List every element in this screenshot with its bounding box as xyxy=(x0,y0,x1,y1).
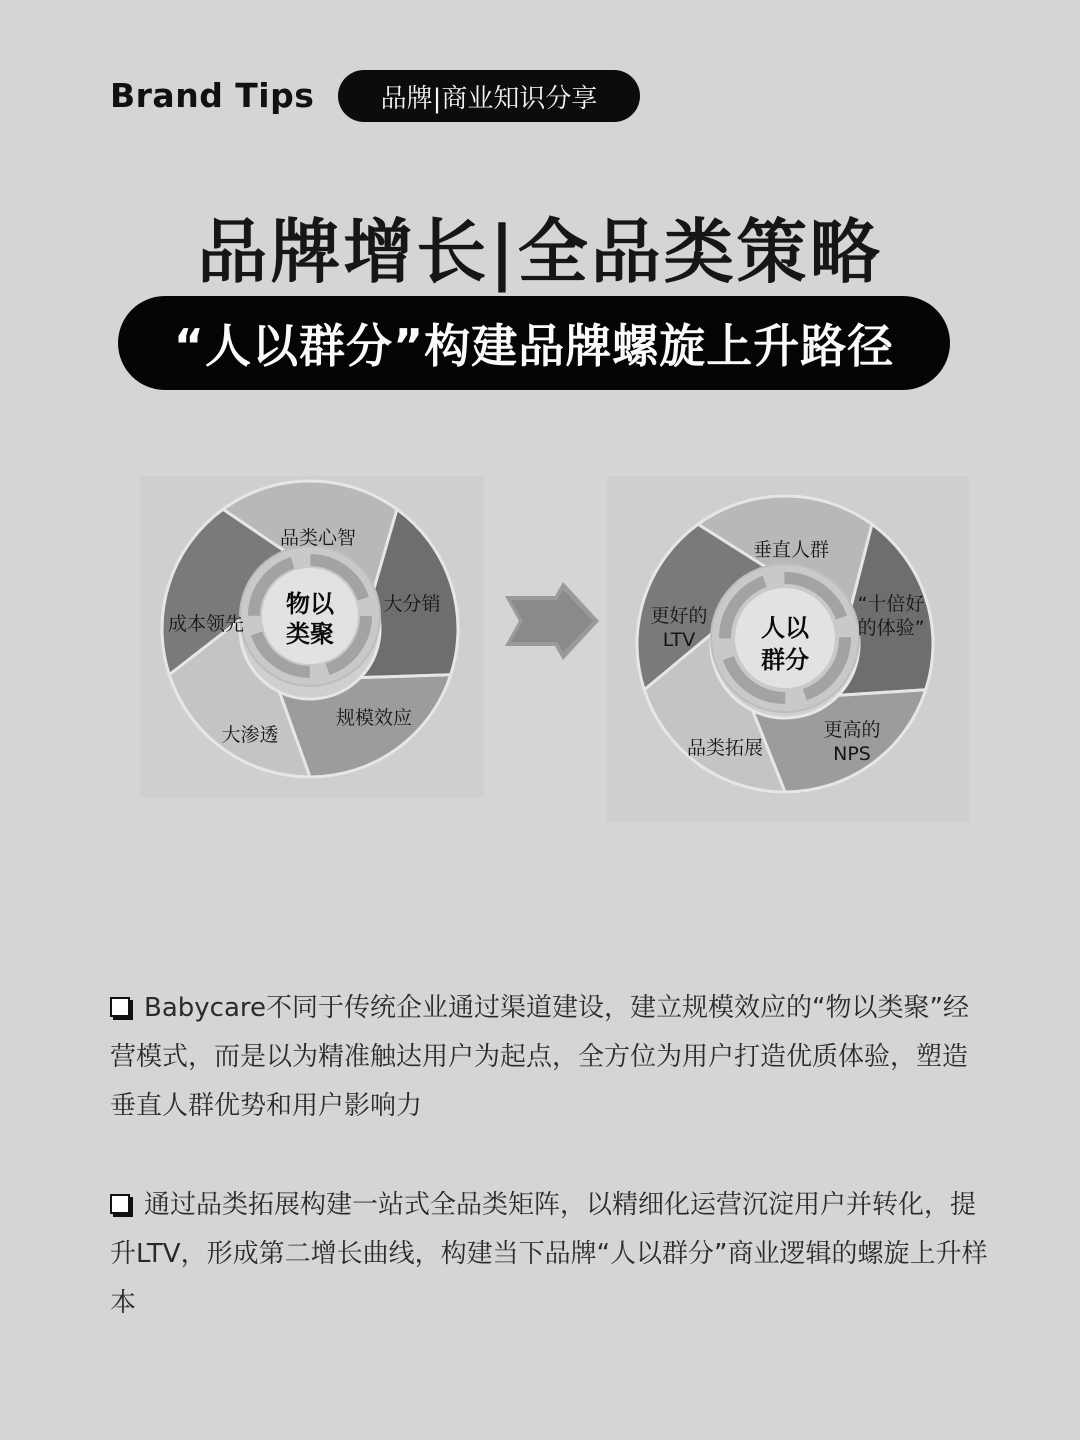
segment-label: LTV xyxy=(662,629,696,651)
bullet-text: 通过品类拓展构建一站式全品类矩阵，以精细化运营沉淀用户并转化，提升LTV，形成第二增长曲线，构建当下品牌“人以群分”商业逻辑的螺旋上升样本 xyxy=(110,1190,988,1318)
category-tag xyxy=(338,70,640,122)
bullet-list xyxy=(110,984,990,1378)
segment-label: 大分销 xyxy=(383,593,441,615)
page-title: 品牌增长|全品类策略 xyxy=(197,210,883,293)
segment-label: 更高的 xyxy=(823,719,881,741)
subtitle-text: “人以群分”构建品牌螺旋上升路径 xyxy=(173,319,895,373)
segment-label: 垂直人群 xyxy=(752,539,830,561)
segment-label: NPS xyxy=(833,743,871,765)
subtitle-banner xyxy=(118,296,950,390)
segment-label: 品类拓展 xyxy=(686,737,764,759)
segment-label: 成本领先 xyxy=(167,613,245,635)
segment-label: 更好的 xyxy=(650,605,708,627)
diagram-right xyxy=(607,476,969,822)
segment-label: 的体验” xyxy=(857,617,925,639)
category-tag-label: 品牌|商业知识分享 xyxy=(380,83,598,114)
center-label-line1: 人以 xyxy=(761,614,809,642)
checkbox-bullet-icon xyxy=(110,1194,130,1214)
segment-label: “十倍好 xyxy=(857,593,925,615)
center-label-line1: 物以 xyxy=(286,590,334,618)
segment-label: 规模效应 xyxy=(335,707,413,729)
diagram-left xyxy=(140,476,484,798)
center-label-line2: 类聚 xyxy=(286,620,334,648)
diagram-right-svg xyxy=(607,476,969,822)
segment-label: 品类心智 xyxy=(279,527,357,549)
bullet-text: Babycare不同于传统企业通过渠道建设，建立规模效应的“物以类聚”经营模式，而是以为精准触达用户为起点，全方位为用户打造优质体验，塑造垂直人群优势和用户影响力 xyxy=(110,993,969,1121)
brand-tips-logo: Brand Tips xyxy=(110,76,315,115)
arrow-right-icon xyxy=(505,582,601,660)
bullet-item xyxy=(110,1181,990,1328)
checkbox-bullet-icon xyxy=(110,997,130,1017)
bullet-item xyxy=(110,984,990,1131)
center-label-line2: 群分 xyxy=(761,646,809,674)
segment-label: 大渗透 xyxy=(221,724,279,746)
diagram-left-svg xyxy=(140,476,484,798)
